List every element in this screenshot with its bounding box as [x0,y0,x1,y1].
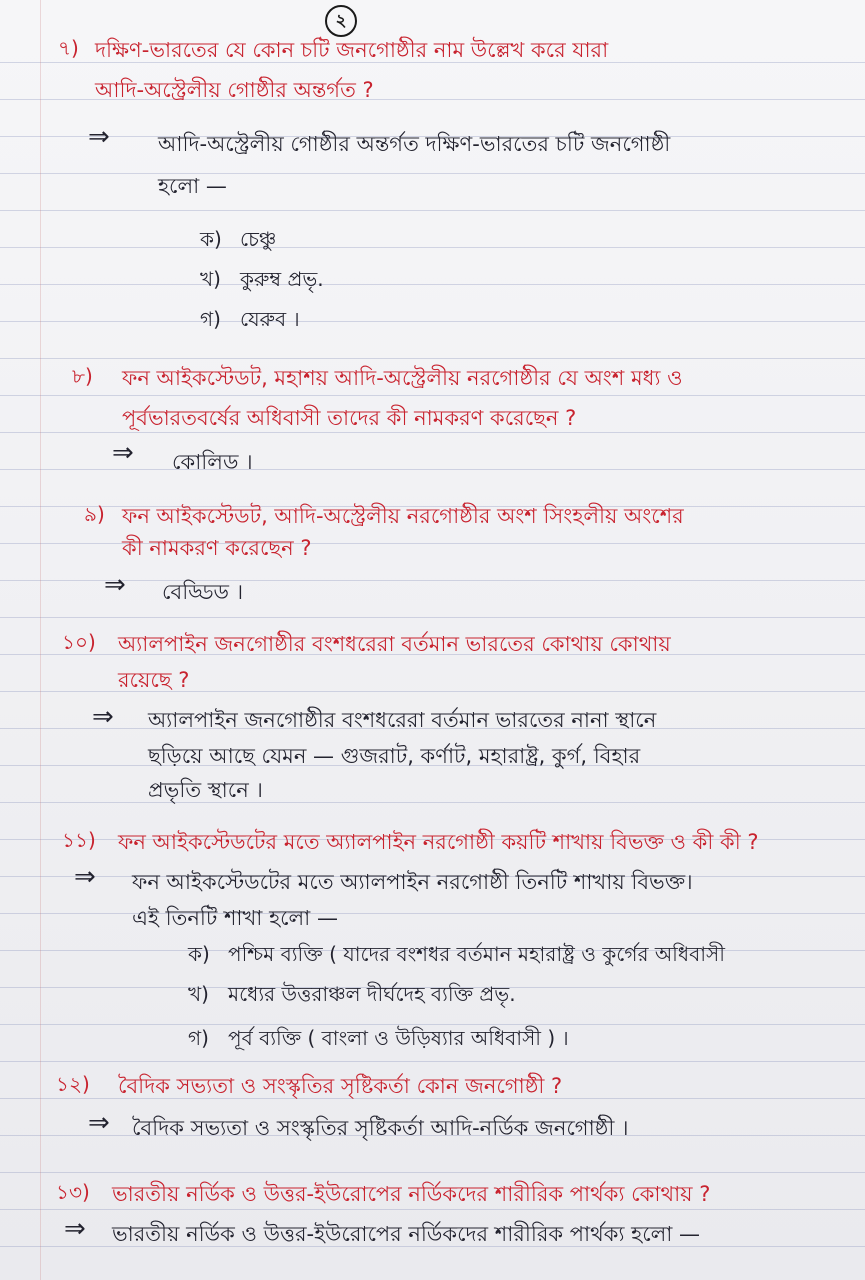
answer-line: হলো — [158,174,227,198]
ruled-line [0,247,865,248]
question-line: পূর্বভারতবর্ষের অধিবাসী তাদের কী নামকরণ করেছেন ? [122,406,577,430]
answer-line: ফন আইকস্টেডটের মতে অ্যালপাইন নরগোষ্ঠী তিনটি শাখায় বিভক্ত। [132,870,693,894]
question-number: ৯) [84,502,105,526]
sub-item-text: মধ্যের উত্তরাঞ্চল দীর্ঘদেহ ব্যক্তি প্রভৃ. [228,982,516,1006]
ruled-line [0,358,865,359]
sub-item-label: খ) [200,267,221,291]
sub-item-label: ক) [200,227,222,251]
ruled-line [0,173,865,174]
ruled-line [0,321,865,322]
question-line: দক্ষিণ-ভারতের যে কোন চটি জনগোষ্ঠীর নাম উল্লেখ করে যারা [95,38,609,62]
question-line: ফন আইকস্টেডটের মতে অ্যালপাইন নরগোষ্ঠী কয়টি শাখায় বিভক্ত ও কী কী ? [118,830,759,854]
question-number: ১১) [62,828,96,852]
answer-line: ভারতীয় নর্ডিক ও উত্তর-ইউরোপের নর্ডিকদের শারীরিক পার্থক্য হলো — [112,1222,701,1246]
ruled-line [0,1061,865,1062]
ruled-line [0,802,865,803]
answer-arrow: ⇒ [88,122,110,152]
page-number: ২ [325,5,357,37]
question-number: ১২) [56,1072,90,1096]
sub-item-text: পূর্ব ব্যক্তি ( বাংলা ও উড়িষ্যার অধিবাসী ) । [228,1026,569,1050]
sub-item-text: চেঞ্চু [240,227,277,251]
question-number: ১৩) [56,1180,90,1204]
answer-line: বৈদিক সভ্যতা ও সংস্কৃতির সৃষ্টিকর্তা আদি-নর্ডিক জনগোষ্ঠী । [132,1116,629,1140]
answer-arrow: ⇒ [88,1108,110,1138]
ruled-line [0,580,865,581]
answer-arrow: ⇒ [104,570,126,600]
sub-item-label: খ) [188,982,209,1006]
sub-item-text: কুরুম্ব প্রভৃ. [240,267,324,291]
answer-line: প্রভৃতি স্থানে । [148,778,263,802]
sub-item-label: গ) [188,1026,209,1050]
sub-item-label: ক) [188,942,210,966]
question-line: ফন আইকস্টেডট, মহাশয় আদি-অস্ট্রেলীয় নরগোষ্ঠীর যে অংশ মধ্য ও [122,366,683,390]
answer-arrow: ⇒ [112,438,134,468]
question-line: ভারতীয় নর্ডিক ও উত্তর-ইউরোপের নর্ডিকদের শারীরিক পার্থক্য কোথায় ? [112,1182,711,1206]
answer-line: অ্যালপাইন জনগোষ্ঠীর বংশধরেরা বর্তমান ভারতের নানা স্থানে [148,708,657,732]
answer-arrow: ⇒ [64,1214,86,1244]
question-number: ৮) [72,364,93,388]
sub-item-label: গ) [200,307,221,331]
answer-arrow: ⇒ [74,862,96,892]
answer-line: বেড্ডিড । [162,580,244,604]
ruled-line [0,469,865,470]
ruled-line [0,1172,865,1173]
ruled-line [0,210,865,211]
margin-line [40,0,41,1280]
ruled-line [0,913,865,914]
answer-line: আদি-অস্ট্রেলীয় গোষ্ঠীর অন্তর্গত দক্ষিণ-ভারতের চটি জনগোষ্ঠী [158,132,671,156]
sub-item-text: পশ্চিম ব্যক্তি ( যাদের বংশধর বর্তমান মহারাষ্ট্র ও কুর্গের অধিবাসী [228,942,725,966]
ruled-line [0,284,865,285]
sub-item-text: যেরুব । [240,307,300,331]
question-line: বৈদিক সভ্যতা ও সংস্কৃতির সৃষ্টিকর্তা কোন জনগোষ্ঠী ? [118,1074,563,1098]
answer-line: ছড়িয়ে আছে যেমন — গুজরাট, কর্ণাট, মহারাষ্ট্র, কুর্গ, বিহার [148,744,641,768]
answer-arrow: ⇒ [92,702,114,732]
question-number: ১০) [62,630,96,654]
ruled-line [0,617,865,618]
answer-line: কোলিড । [172,450,253,474]
answer-line: এই তিনটি শাখা হলো — [132,906,338,930]
question-line: কী নামকরণ করেছেন ? [122,536,312,560]
question-line: আদি-অস্ট্রেলীয় গোষ্ঠীর অন্তর্গত ? [95,78,374,102]
question-number: ৭) [58,36,79,60]
question-line: রয়েছে ? [118,668,190,692]
question-line: অ্যালপাইন জনগোষ্ঠীর বংশধরেরা বর্তমান ভারতের কোথায় কোথায় [118,632,671,656]
question-line: ফন আইকস্টেডট, আদি-অস্ট্রেলীয় নরগোষ্ঠীর অংশ সিংহলীয় অংশের [122,504,684,528]
